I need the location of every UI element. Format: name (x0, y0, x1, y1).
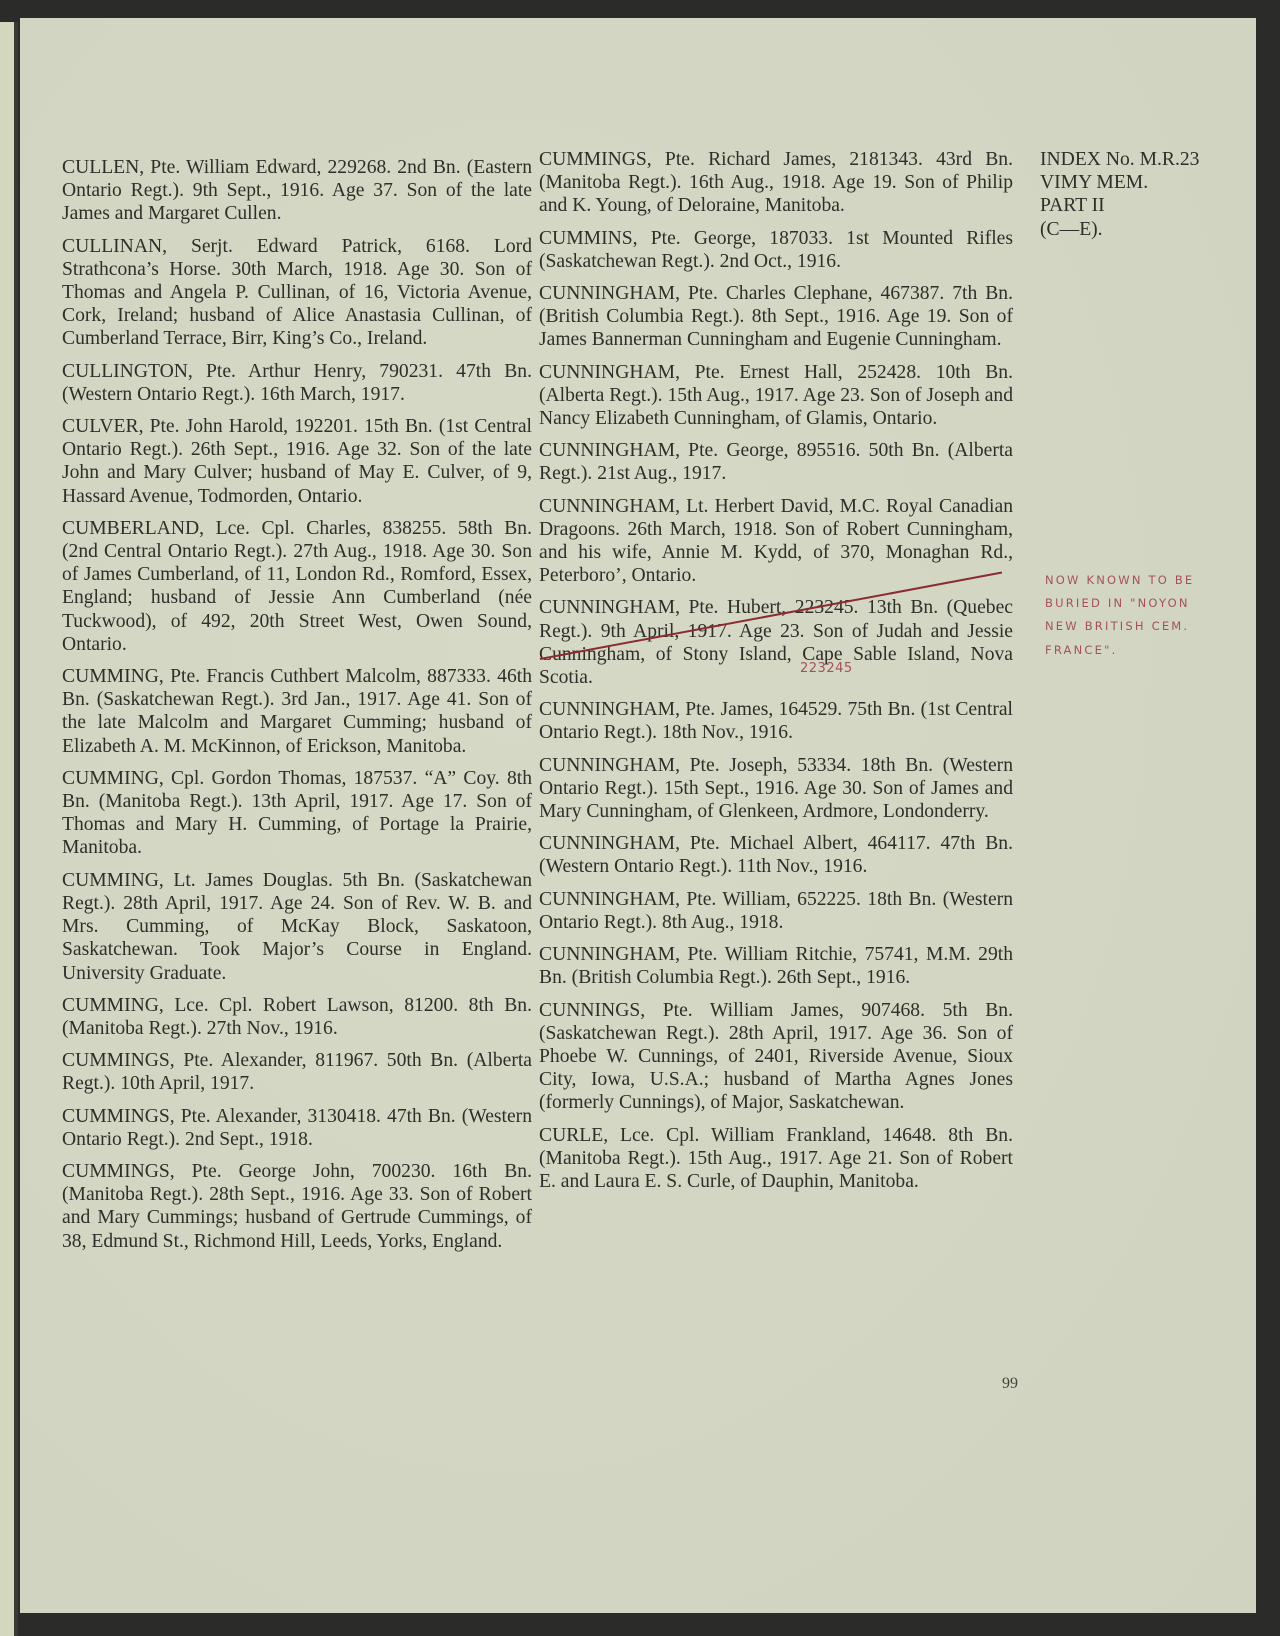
index-number: INDEX No. M.R.23 (1040, 149, 1200, 170)
handwritten-annotation: NOW KNOWN TO BE BURIED IN "NOYON NEW BRITISH CEM. FRANCE". (1045, 573, 1195, 657)
register-entry: CUMMING, Cpl. Gordon Thomas, 187537. “A” Coy. 8th Bn. (Manitoba Regt.). 13th April, 1917. Age 17. Son of Thomas and Mary H. Cumming, of Portage la Prairie, Manitoba. (62, 767, 532, 859)
register-entry: CUMMING, Lce. Cpl. Robert Lawson, 81200. 8th Bn. (Manitoba Regt.). 27th Nov., 1916. (62, 994, 532, 1039)
register-entry: CUNNINGHAM, Pte. Michael Albert, 464117. 47th Bn. (Western Ontario Regt.). 11th Nov., 1916. (539, 833, 1013, 878)
handwritten-service-number-correction: 223245 (800, 661, 853, 676)
register-entry: CUMBERLAND, Lce. Cpl. Charles, 838255. 58th Bn. (2nd Central Ontario Regt.). 27th Aug., 1918. Age 30. Son of James Cumberland, of 11, London Rd., Romford, Essex, England; husband of Jessie Ann Cumberland (née Tuckwood), of 492, 20th Street West, Owen Sound, Ontario. (62, 517, 532, 655)
memorial-name: VIMY MEM. (1040, 172, 1149, 194)
page-number: 99 (1002, 1375, 1018, 1392)
right-column (539, 148, 1013, 1202)
register-entry: CUNNINGHAM, Pte. William, 652225. 18th Bn. (Western Ontario Regt.). 8th Aug., 1918. (539, 888, 1013, 933)
register-entry: CUNNINGHAM, Pte. Joseph, 53334. 18th Bn. (Western Ontario Regt.). 15th Sept., 1916. Age 30. Son of James and Mary Cunningham, of Glenkeen, Ardmore, Londonderry. (539, 754, 1013, 823)
register-entry: CUNNINGHAM, Pte. James, 164529. 75th Bn. (1st Central Ontario Regt.). 18th Nov., 1916. (539, 699, 1013, 744)
register-entry-annotated: CUNNINGHAM, Lt. Herbert David, M.C. Royal Canadian Dragoons. 26th March, 1918. Son of Robert Cunningham, and his wife, Annie M. Kydd, of 370, Monaghan Rd., Peterboro’, Ontario. (539, 495, 1013, 587)
register-entry: CULLINAN, Serjt. Edward Patrick, 6168. Lord Strathcona’s Horse. 30th March, 1918. Age 30. Son of Thomas and Angela P. Cullinan, of 16, Victoria Avenue, Cork, Ireland; husband of Alice Anastasia Cullinan, of Cumberland Terrace, Birr, King’s Co., Ireland. (62, 235, 532, 350)
register-entry: CUNNINGHAM, Pte. Ernest Hall, 252428. 10th Bn. (Alberta Regt.). 15th Aug., 1917. Age 23. Son of Joseph and Nancy Elizabeth Cunningham, of Glamis, Ontario. (539, 361, 1013, 430)
register-entry: CUMMINGS, Pte. Alexander, 3130418. 47th Bn. (Western Ontario Regt.). 2nd Sept., 1918. (62, 1105, 532, 1150)
letter-range: (C—E). (1040, 218, 1103, 240)
register-entry: CUMMINGS, Pte. George John, 700230. 16th Bn. (Manitoba Regt.). 28th Sept., 1916. Age 33. Son of Robert and Mary Cummings; husband of Gertrude Cummings, of 38, Edmund St., Richmond Hill, Leeds, Yorks, England. (62, 1160, 532, 1252)
register-entry: CULVER, Pte. John Harold, 192201. 15th Bn. (1st Central Ontario Regt.). 26th Sept., 1916. Age 32. Son of the late John and Mary Culver; husband of May E. Culver, of 9, Hassard Avenue, Todmorden, Ontario. (62, 416, 532, 507)
register-entry: CUNNINGHAM, Pte. Charles Clephane, 467387. 7th Bn. (British Columbia Regt.). 8th Sept., 1916. Age 19. Son of James Bannerman Cunningham and Eugenie Cunningham. (539, 283, 1013, 351)
register-entry: CUMMINGS, Pte. Alexander, 811967. 50th Bn. (Alberta Regt.). 10th April, 1917. (62, 1050, 532, 1095)
index-reference (1040, 148, 1260, 241)
register-entry: CURLE, Lce. Cpl. William Frankland, 14648. 8th Bn. (Manitoba Regt.). 15th Aug., 1917. Age 21. Son of Robert E. and Laura E. S. Curle, of Dauphin, Manitoba. (539, 1124, 1013, 1192)
register-entry: CUMMING, Lt. James Douglas. 5th Bn. (Saskatchewan Regt.). 28th April, 1917. Age 24. Son of Rev. W. B. and Mrs. Cumming, of McKay Block, Saskatoon, Saskatchewan. Took Major’s Course in England. University Graduate. (62, 869, 532, 984)
register-entry: CUMMINS, Pte. George, 187033. 1st Mounted Rifles (Saskatchewan Regt.). 2nd Oct., 1916. (539, 227, 1013, 272)
register-entry: CUNNINGHAM, Pte. William Ritchie, 75741, M.M. 29th Bn. (British Columbia Regt.). 26th Sept., 1916. (539, 944, 1013, 989)
register-entry: CUMMINGS, Pte. Richard James, 2181343. 43rd Bn. (Manitoba Regt.). 16th Aug., 1918. Age 19. Son of Philip and K. Young, of Deloraine, Manitoba. (539, 149, 1013, 217)
part-label: PART II (1040, 195, 1105, 217)
register-entry: CULLEN, Pte. William Edward, 229268. 2nd Bn. (Eastern Ontario Regt.). 9th Sept., 1916. Age 37. Son of the late James and Margaret Cullen. (62, 157, 532, 225)
left-column (62, 156, 532, 1262)
register-page (20, 18, 1256, 1613)
register-entry-corrected: CUNNINGHAM, Pte. Hubert, 223245. 13th Bn. (Quebec Regt.). 9th April, 1917. Age 23. Son of Judah and Jessie Cunningham, of Stony Island, Cape Sable Island, Nova Scotia. (539, 597, 1013, 689)
book-gutter (14, 22, 18, 1636)
register-entry: CUNNINGS, Pte. William James, 907468. 5th Bn. (Saskatchewan Regt.). 28th April, 1917. Age 36. Son of Phoebe W. Cunnings, of 2401, Riverside Avenue, Sioux City, Iowa, U.S.A.; husband of Martha Agnes Jones (formerly Cunnings), of Major, Saskatchewan. (539, 999, 1013, 1114)
register-entry: CUMMING, Pte. Francis Cuthbert Malcolm, 887333. 46th Bn. (Saskatchewan Regt.). 3rd Jan., 1917. Age 41. Son of the late Malcolm and Margaret Cumming; husband of Elizabeth A. M. McKinnon, of Erickson, Manitoba. (62, 666, 532, 757)
register-entry: CUNNINGHAM, Pte. George, 895516. 50th Bn. (Alberta Regt.). 21st Aug., 1917. (539, 440, 1013, 485)
register-entry: CULLINGTON, Pte. Arthur Henry, 790231. 47th Bn. (Western Ontario Regt.). 16th March, 1917. (62, 360, 532, 405)
